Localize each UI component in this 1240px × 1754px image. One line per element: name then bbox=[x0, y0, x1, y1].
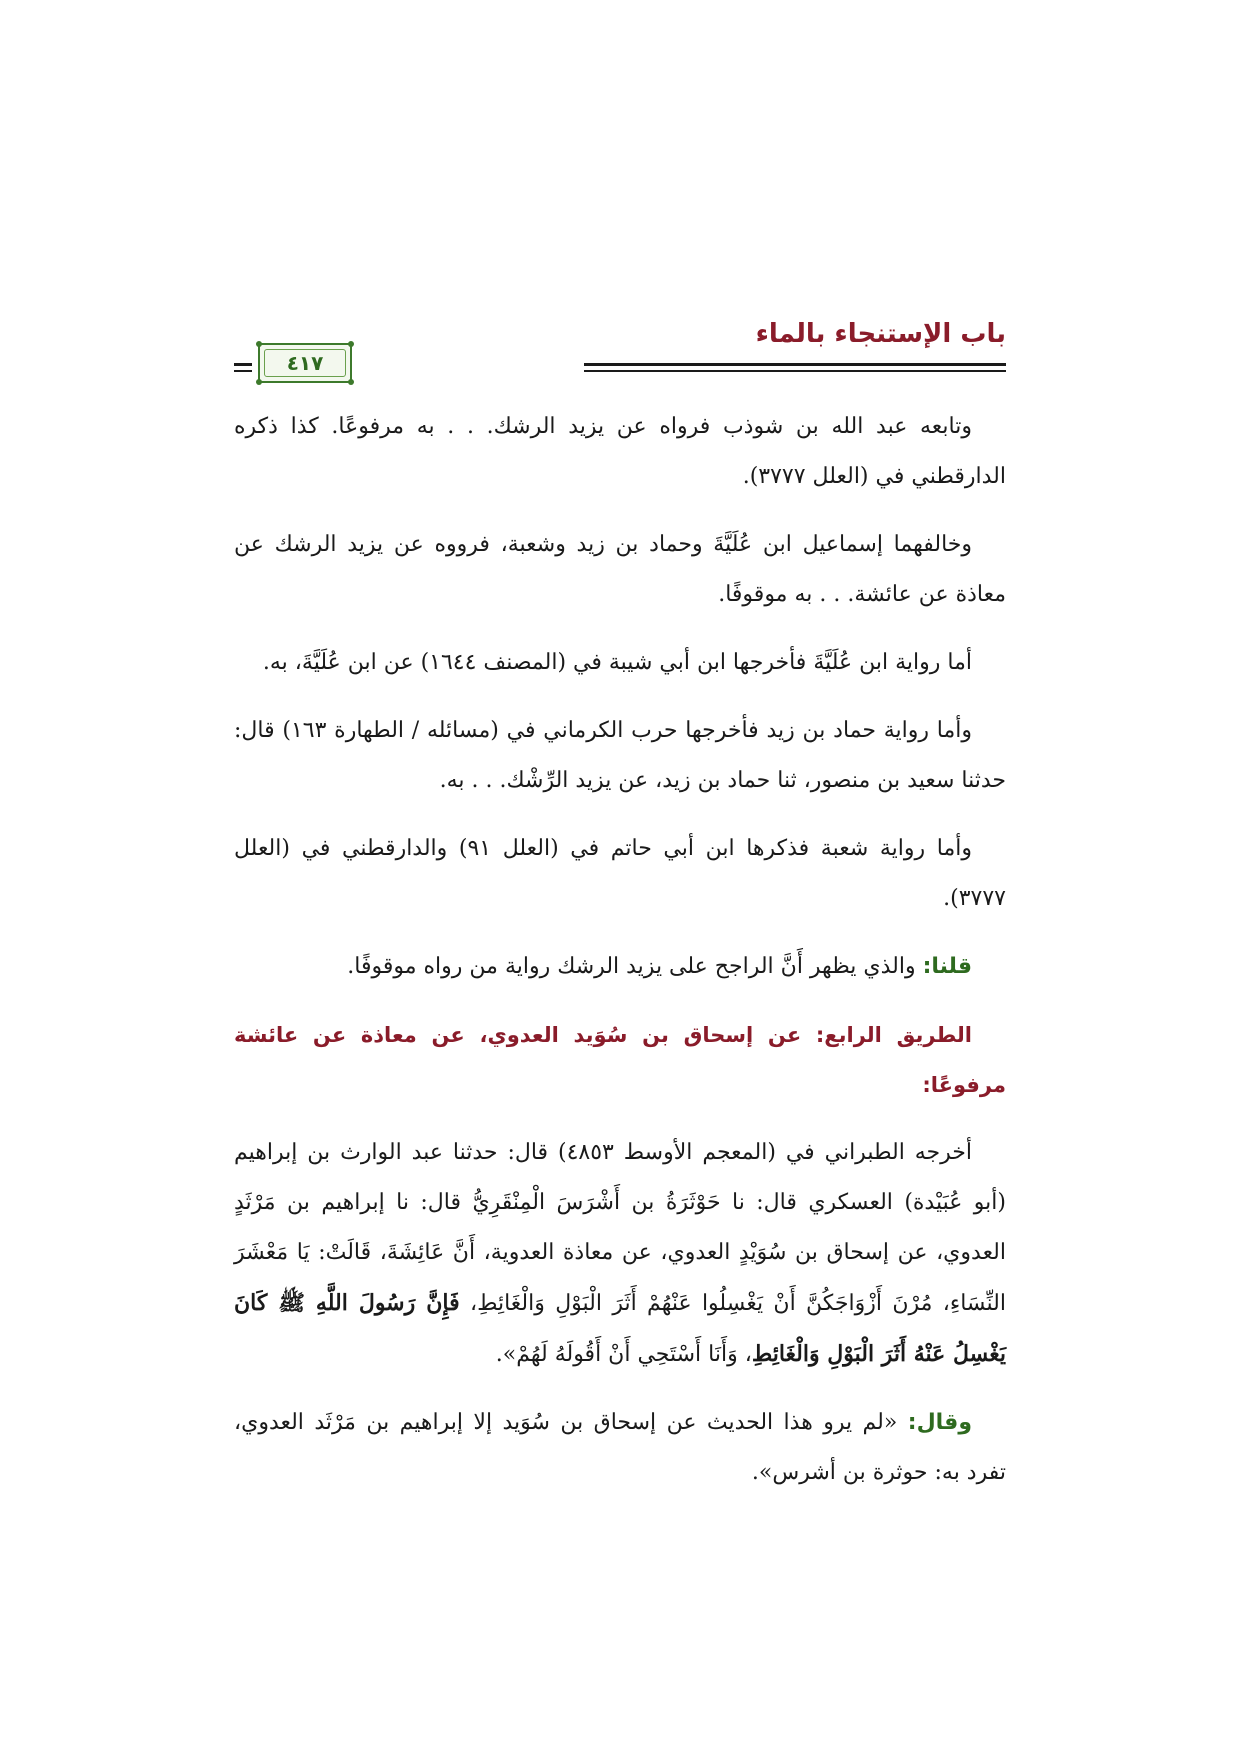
ornament-corner-icon bbox=[256, 379, 262, 385]
ornament-corner-icon bbox=[348, 379, 354, 385]
paragraph-6-text: والذي يظهر أَنَّ الراجح على يزيد الرشك رواية من رواه موقوفًا. bbox=[347, 954, 923, 979]
lead-label-qulna: قلنا: bbox=[922, 954, 972, 979]
lead-label-qala: وقال: bbox=[907, 1410, 972, 1435]
header-rule-right bbox=[584, 363, 1006, 375]
paragraph-6 bbox=[234, 942, 1006, 992]
paragraph-7-end: ، وَأَنَا أَسْتَحِي أَنْ أَقُولَهُ لَهُمْ». bbox=[495, 1342, 752, 1367]
paragraph-2: وخالفهما إسماعيل ابن عُلَيَّةَ وحماد بن زيد وشعبة، فرووه عن يزيد الرشك عن معاذة عن عائشة. . . به موقوفًا. bbox=[234, 532, 1006, 607]
ornament-corner-icon bbox=[348, 341, 354, 347]
paragraph-1: وتابعه عبد الله بن شوذب فرواه عن يزيد الرشك. . . به مرفوعًا. كذا ذكره الدارقطني في (العلل ٣٧٧٧). bbox=[234, 414, 1006, 489]
paragraph-7-text: أخرجه الطبراني في (المعجم الأوسط ٤٨٥٣) قال: حدثنا عبد الوارث بن إبراهيم (أبو عُبَيْدة) العسكري قال: نا حَوْثَرَةُ بن أَشْرَسَ الْمِنْقَرِيُّ قال: نا إبراهيم بن مَرْثَدٍ العدوي، عن إسحاق بن سُوَيْدٍ العدوي، عن معاذة العدوية، أَنَّ عَائِشَةَ، قَالَتْ: يَا مَعْشَرَ النِّسَاءِ، مُرْنَ أَزْوَاجَكُنَّ أَنْ يَغْسِلُوا عَنْهُمْ أَثَرَ الْبَوْلِ وَالْغَائِطِ، bbox=[234, 1140, 1006, 1316]
chapter-title: باب الإستنجاء بالماء bbox=[755, 319, 1006, 349]
page-body bbox=[234, 402, 1006, 1516]
paragraph-7 bbox=[234, 1128, 1006, 1380]
paragraph-3: أما رواية ابن عُلَيَّةَ فأخرجها ابن أبي شيبة في (المصنف ١٦٤٤) عن ابن عُلَيَّةَ، به. bbox=[262, 650, 972, 675]
paragraph-4: وأما رواية حماد بن زيد فأخرجها حرب الكرماني في (مسائله / الطهارة ١٦٣) قال: حدثنا سعيد بن منصور، ثنا حماد بن زيد، عن يزيد الرِّشْك. . . به. bbox=[234, 718, 1006, 793]
header-rule-left bbox=[234, 363, 252, 375]
ornament-corner-icon bbox=[256, 341, 262, 347]
paragraph-8 bbox=[234, 1398, 1006, 1498]
page-number: ٤١٧ bbox=[264, 349, 346, 377]
page-number-badge bbox=[258, 343, 352, 383]
section-heading: الطريق الرابع: عن إسحاق بن سُوَيد العدوي، عن معاذة عن عائشة مرفوعًا: bbox=[234, 1023, 1006, 1097]
hadith-bold-text: فَإِنَّ رَسُولَ اللَّهِ ﷺ كَانَ يَغْسِلُ عَنْهُ أَثَرَ الْبَوْلِ وَالْغَائِطِ bbox=[234, 1290, 1006, 1367]
paragraph-5: وأما رواية شعبة فذكرها ابن أبي حاتم في (العلل ٩١) والدارقطني في (العلل ٣٧٧٧). bbox=[234, 836, 1006, 911]
paragraph-8-text: «لم يرو هذا الحديث عن إسحاق بن سُوَيد إلا إبراهيم بن مَرْثَد العدوي، تفرد به: حوثرة بن أشرس». bbox=[234, 1410, 1006, 1485]
page-header bbox=[234, 315, 1006, 387]
